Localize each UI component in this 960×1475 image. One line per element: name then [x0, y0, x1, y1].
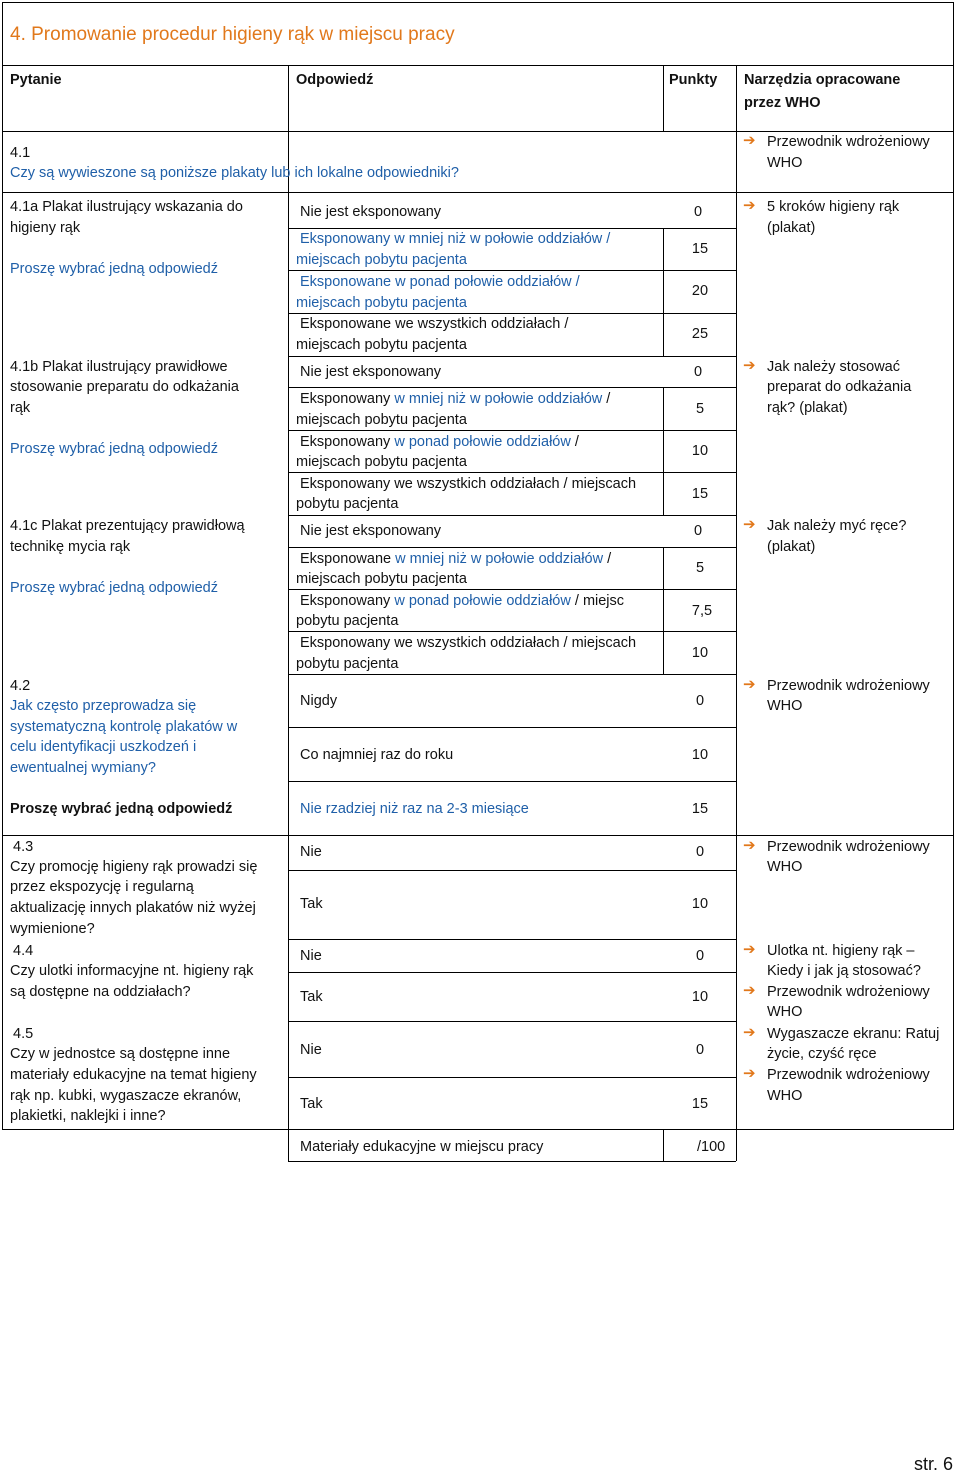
q41a-select-one: Proszę wybrać jedną odpowiedź [10, 261, 218, 277]
q41a-answer-3-line1[interactable]: Eksponowane we wszystkich oddziałach / [300, 316, 569, 332]
q42-answer-2[interactable]: Nie rzadziej niż raz na 2-3 miesiące [300, 801, 529, 817]
q41b-points-2: 10 [691, 443, 709, 459]
q41a-points-1: 15 [691, 241, 709, 257]
arrow-right-icon: ➔ [743, 197, 756, 214]
q41b-answer-3-line1[interactable]: Eksponowany we wszystkich oddziałach / miejscach [300, 476, 637, 492]
q41a-answer-3-line2[interactable]: miejscach pobytu pacjenta [296, 337, 467, 353]
q41b-text-line2: stosowanie preparatu do odkażania [10, 379, 239, 395]
header-tools-line2: przez WHO [744, 95, 821, 111]
q43-answer-0[interactable]: Nie [300, 844, 322, 860]
q41c-tool-line1: Jak należy myć ręce? [767, 518, 907, 534]
arrow-right-icon: ➔ [743, 357, 756, 374]
q45-line-3: plakietki, naklejki i inne? [10, 1108, 166, 1124]
q45-answer-1[interactable]: Tak [300, 1096, 323, 1112]
section-title: 4. Promowanie procedur higieny rąk w miejscu pracy [10, 24, 455, 45]
q45-points-1: 15 [691, 1096, 709, 1112]
q41a-answer-1-line1[interactable]: Eksponowany w mniej niż w połowie oddziałów / [300, 231, 611, 247]
total-label: Materiały edukacyjne w miejscu pracy [300, 1139, 544, 1155]
q45-line-1: materiały edukacyjne na temat higieny [10, 1067, 257, 1083]
q44-line-1: są dostępne na oddziałach? [10, 984, 191, 1000]
q41c-points-3: 10 [691, 645, 709, 661]
q41c-tool-line2: (plakat) [767, 539, 816, 555]
q41c-answer-3-line2[interactable]: pobytu pacjenta [296, 656, 399, 672]
arrow-right-icon: ➔ [743, 132, 756, 149]
q41a-answer-1-line2[interactable]: miejscach pobytu pacjenta [296, 252, 467, 268]
q41c-points-1: 5 [695, 560, 705, 576]
arrow-right-icon: ➔ [743, 941, 756, 958]
q41b-select-one: Proszę wybrać jedną odpowiedź [10, 441, 218, 457]
q41-number: 4.1 [10, 145, 31, 161]
q41b-tool-line1: Jak należy stosować [767, 359, 900, 375]
q44-answer-1[interactable]: Tak [300, 989, 323, 1005]
q41b-text-line1: 4.1b Plakat ilustrujący prawidłowe [10, 359, 228, 375]
q41c-answer-0[interactable]: Nie jest eksponowany [300, 523, 442, 539]
q41b-points-1: 5 [695, 401, 705, 417]
q45-points-0: 0 [695, 1042, 705, 1058]
q41c-text-line1: 4.1c Plakat prezentujący prawidłową [10, 518, 245, 534]
q42-points-0: 0 [695, 693, 705, 709]
q43-points-0: 0 [695, 844, 705, 860]
q44-points-1: 10 [691, 989, 709, 1005]
q41c-points-0: 0 [693, 523, 703, 539]
q43-line-3: wymienione? [10, 921, 95, 937]
q41a-text-line2: higieny rąk [10, 220, 81, 236]
q41c-points-2: 7,5 [691, 603, 713, 619]
q41a-answer-2-line2[interactable]: miejscach pobytu pacjenta [296, 295, 467, 311]
q43-answer-1[interactable]: Tak [300, 896, 323, 912]
arrow-right-icon: ➔ [743, 1024, 756, 1041]
q42-tool-line2: WHO [767, 698, 803, 714]
q45-answer-0[interactable]: Nie [300, 1042, 322, 1058]
q42-line-2: celu identyfikacji uszkodzeń i [10, 739, 197, 755]
q41a-answer-0[interactable]: Nie jest eksponowany [300, 204, 442, 220]
q45-tool1-line1: Wygaszacze ekranu: Ratuj [767, 1026, 940, 1042]
q42-tool-line1: Przewodnik wdrożeniowy [767, 678, 930, 694]
q41b-text-line3: rąk [10, 400, 31, 416]
header-tools-line1: Narzędzia opracowane [744, 72, 901, 88]
q44-number: 4.4 [13, 943, 34, 959]
q41c-select-one: Proszę wybrać jedną odpowiedź [10, 580, 218, 596]
q41a-tool-line1: 5 kroków higieny rąk [767, 199, 900, 215]
q45-tool2-line1: Przewodnik wdrożeniowy [767, 1067, 930, 1083]
q41a-points-0: 0 [693, 204, 703, 220]
q41b-tool-line2: preparat do odkażania [767, 379, 912, 395]
q41c-answer-1-line2[interactable]: miejscach pobytu pacjenta [296, 571, 467, 587]
arrow-right-icon: ➔ [743, 1065, 756, 1082]
q43-tool-line2: WHO [767, 859, 803, 875]
q43-tool-line1: Przewodnik wdrożeniowy [767, 839, 930, 855]
q45-line-0: Czy w jednostce są dostępne inne [10, 1046, 231, 1062]
q42-select-one: Proszę wybrać jedną odpowiedź [10, 801, 233, 817]
q41c-text-line2: technikę mycia rąk [10, 539, 131, 555]
q45-tool2-line2: WHO [767, 1088, 803, 1104]
q45-number: 4.5 [13, 1026, 34, 1042]
q43-line-2: aktualizację innych plakatów niż wyżej [10, 900, 256, 916]
q41b-answer-1-line1[interactable]: Eksponowany w mniej niż w połowie oddziałów / [300, 391, 611, 407]
header-points: Punkty [669, 72, 718, 88]
q42-points-1: 10 [691, 747, 709, 763]
q42-line-0: Jak często przeprowadza się [10, 698, 197, 714]
q41a-text-line1: 4.1a Plakat ilustrujący wskazania do [10, 199, 243, 215]
q41c-answer-2-line2[interactable]: pobytu pacjenta [296, 613, 399, 629]
q41-text: Czy są wywieszone są poniższe plakaty lub ich lokalne odpowiedniki? [10, 165, 459, 181]
q43-line-1: przez ekspozycję i regularną [10, 879, 194, 895]
q41-tool-line1: Przewodnik wdrożeniowy [767, 134, 930, 150]
page-number: str. 6 [914, 1454, 954, 1474]
q41-tool-line2: WHO [767, 155, 803, 171]
q41c-answer-1-line1[interactable]: Eksponowane w mniej niż w połowie oddziałów / [300, 551, 612, 567]
header-answer: Odpowiedź [296, 72, 374, 88]
q41b-answer-1-line2[interactable]: miejscach pobytu pacjenta [296, 412, 467, 428]
q43-number: 4.3 [13, 839, 34, 855]
q44-answer-0[interactable]: Nie [300, 948, 322, 964]
q41b-points-0: 0 [693, 364, 703, 380]
q42-number: 4.2 [10, 678, 31, 694]
header-question: Pytanie [10, 72, 62, 88]
q44-tool2-line1: Przewodnik wdrożeniowy [767, 984, 930, 1000]
q42-points-2: 15 [691, 801, 709, 817]
q42-answer-1[interactable]: Co najmniej raz do roku [300, 747, 454, 763]
q44-line-0: Czy ulotki informacyjne nt. higieny rąk [10, 963, 254, 979]
q44-tool1-line2: Kiedy i jak ją stosować? [767, 963, 921, 979]
arrow-right-icon: ➔ [743, 837, 756, 854]
q42-line-3: ewentualnej wymiany? [10, 760, 156, 776]
total-value: /100 [697, 1139, 726, 1155]
q41a-points-3: 25 [691, 326, 709, 342]
q41c-answer-2-line1[interactable]: Eksponowany w ponad połowie oddziałów / miejsc [300, 593, 625, 609]
q45-line-2: rąk np. kubki, wygaszacze ekranów, [10, 1088, 242, 1104]
q41b-answer-3-line2[interactable]: pobytu pacjenta [296, 496, 399, 512]
q41b-tool-line3: rąk? (plakat) [767, 400, 848, 416]
q41a-answer-2-line1[interactable]: Eksponowane w ponad połowie oddziałów / [300, 274, 580, 290]
q43-line-0: Czy promocję higieny rąk prowadzi się [10, 859, 258, 875]
arrow-right-icon: ➔ [743, 982, 756, 999]
q43-points-1: 10 [691, 896, 709, 912]
q41b-answer-2-line1[interactable]: Eksponowany w ponad połowie oddziałów / [300, 434, 579, 450]
q41a-points-2: 20 [691, 283, 709, 299]
q45-tool1-line2: życie, czyść ręce [767, 1046, 877, 1062]
q41c-answer-3-line1[interactable]: Eksponowany we wszystkich oddziałach / miejscach [300, 635, 637, 651]
q44-points-0: 0 [695, 948, 705, 964]
q42-line-1: systematyczną kontrolę plakatów w [10, 719, 238, 735]
q41b-answer-2-line2[interactable]: miejscach pobytu pacjenta [296, 454, 467, 470]
q42-answer-0[interactable]: Nigdy [300, 693, 338, 709]
arrow-right-icon: ➔ [743, 516, 756, 533]
q41b-answer-0[interactable]: Nie jest eksponowany [300, 364, 442, 380]
q41a-tool-line2: (plakat) [767, 220, 816, 236]
q41b-points-3: 15 [691, 486, 709, 502]
arrow-right-icon: ➔ [743, 676, 756, 693]
q44-tool2-line2: WHO [767, 1004, 803, 1020]
q44-tool1-line1: Ulotka nt. higieny rąk – [767, 943, 915, 959]
